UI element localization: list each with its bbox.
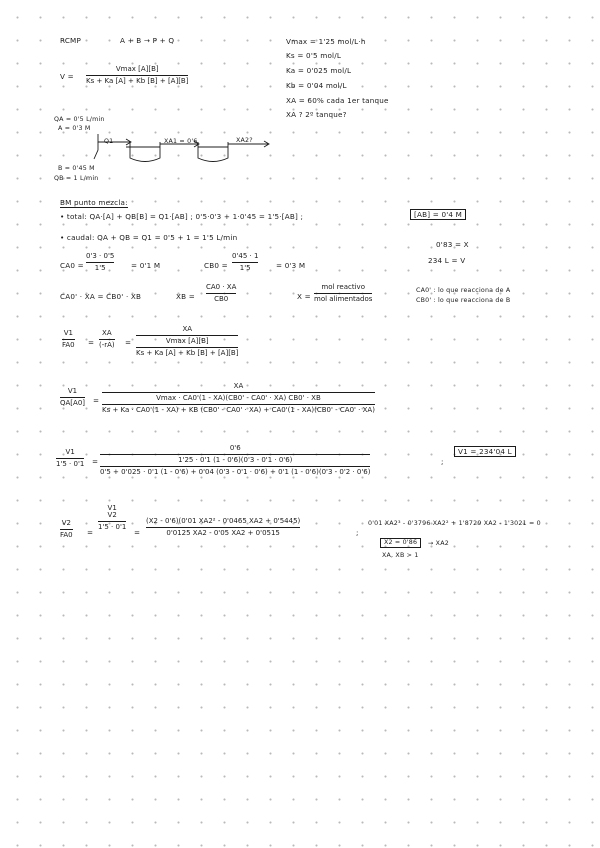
qa-label: QA = 0'5 L/min [54, 116, 105, 123]
equals-sign: = [92, 457, 99, 466]
eq4-middle-den: 1'5 · 0'1 [98, 523, 127, 531]
fraction-bar [102, 404, 375, 405]
fraction-bar [60, 397, 85, 398]
fraction-bar [100, 466, 370, 467]
fraction-bar [314, 293, 372, 294]
param-kb: Kb = 0'04 mol/L [286, 81, 347, 90]
eq1-middle [99, 330, 115, 349]
rate-denominator: Ks + Ka [A] + Kb [B] + [A][B] [86, 77, 189, 85]
eq1-lhs-den: FA0 [62, 341, 75, 349]
note-ca0: CA0' : lo que reacciona de A [416, 287, 511, 294]
eq1-rhs [136, 326, 238, 357]
ab-result-box: [AB] = 0'4 M [410, 209, 466, 220]
eq2-rhs-den-top: Vmax · CA0'(1 - XA)(CB0' - CA0' · XA) CB0' · XB [156, 394, 321, 402]
eq1-lhs [62, 330, 75, 349]
note-cb0: CB0' : lo que reacciona de B [416, 297, 511, 304]
fraction-bar [136, 335, 238, 336]
cb0-denominator: 1'5 [239, 264, 251, 272]
eq2-lhs-den: QA[A0] [60, 399, 86, 407]
fraction-bar [86, 262, 114, 263]
fraction-bar [98, 521, 126, 522]
eq4-lhs-num: V2 [61, 519, 71, 527]
x-lhs: X = [297, 292, 311, 301]
cb0-lhs: CB0 = [204, 261, 228, 270]
eq4-lhs [60, 520, 73, 539]
rate-lhs: V = [60, 72, 74, 81]
eq2-lhs [60, 388, 85, 407]
feed-a-line [98, 134, 130, 142]
eq1-rhs-num: XA [182, 325, 193, 333]
fraction-bar [206, 293, 236, 294]
ca0-numerator: 0'3 · 0'5 [86, 252, 115, 260]
cb0-result: = 0'3 M [276, 261, 306, 270]
eq1-middle-num: XA [102, 329, 112, 337]
param-vmax: Vmax = 1'25 mol/L·h [286, 37, 366, 46]
eq3-rhs-den-bottom: 0'5 + 0'025 · 0'1 (1 - 0'6) + 0'04 (0'3 - 0'1 · 0'6) + 0'1 (1 - 0'6)(0'3 - 0'2 · 0'6) [100, 468, 371, 476]
rate-numerator: Vmax [A][B] [115, 65, 159, 73]
eq4-rhs [146, 518, 300, 537]
root-result-box: X2 = 0'86 [380, 538, 421, 548]
eq4-middle-top: V1 [107, 504, 117, 512]
param-ks: Ks = 0'5 mol/L [286, 51, 342, 60]
balance-caudal: • caudal: QA + QB = Q1 = 0'5 + 1 = 1'5 L/min [60, 233, 238, 242]
xb-lhs: XB = [176, 292, 195, 301]
equals-sign: = [93, 396, 100, 405]
qb-label: QB = 1 L/min [54, 175, 99, 182]
eq3-lhs-num: V1 [65, 448, 75, 456]
root-arrow: → XA2 [428, 540, 449, 547]
fraction-bar [146, 527, 300, 528]
side-note-x: 0'83 = X [436, 240, 469, 249]
tank-1 [130, 142, 160, 162]
eq4-middle-num: V2 [107, 511, 117, 519]
param-xa-first: XA = 60% cada 1er tanque [286, 96, 389, 105]
semicolon: ; [356, 528, 359, 537]
xa1-label: XA1 = 0'6 [164, 138, 198, 145]
reaction-equation: A + B → P + Q [120, 36, 175, 45]
fraction-bar [62, 339, 75, 340]
eq1-middle-den: (-rA) [99, 341, 115, 349]
eq3-rhs-den-top: 1'25 · 0'1 (1 - 0'6)(0'3 - 0'1 · 0'6) [178, 456, 293, 464]
param-ka: Ka = 0'025 mol/L [286, 66, 352, 75]
fraction-bar [60, 529, 73, 530]
b0-label: B = 0'45 M [58, 165, 95, 172]
ca0-lhs: CA0 = [60, 261, 84, 270]
fraction-bar [99, 339, 115, 340]
equals-sign: = [134, 528, 141, 537]
v1-result-box: V1 = 234'04 L [454, 446, 516, 457]
fraction-bar [232, 262, 258, 263]
fraction-bar [56, 458, 84, 459]
eq3-lhs-den: 1'5 · 0'1 [56, 460, 85, 468]
xb-fraction [206, 284, 236, 303]
eq2-lhs-num: V1 [67, 387, 78, 395]
param-xa-second: XA ? 2º tanque? [286, 110, 347, 119]
ca0-denominator: 1'5 [94, 264, 106, 272]
eq3-rhs [100, 445, 370, 476]
root-condition: XA, XB > 1 [382, 552, 419, 559]
eq1-rhs-den-bottom: Ks + Ka [A] + Kb [B] + [A][B] [136, 349, 239, 357]
x-numerator: mol reactivo [321, 283, 365, 291]
fraction-bar [102, 392, 375, 393]
fraction-bar [136, 347, 238, 348]
semicolon: ; [441, 457, 444, 466]
cb0-numerator: 0'45 · 1 [232, 252, 259, 260]
eq4-middle [98, 505, 126, 531]
q1-label: Q1 [104, 138, 114, 145]
eq1-rhs-den-top: Vmax [A][B] [165, 337, 209, 345]
conversion-equality: CA0' · XA = CB0' · XB [60, 292, 142, 301]
a0-label: A = 0'3 M [58, 125, 91, 132]
x-denominator: mol alimentados [314, 295, 373, 303]
ca0-result: = 0'1 M [131, 261, 161, 270]
equals-sign: = [88, 338, 95, 347]
xb-numerator: CA0 · XA [206, 283, 237, 291]
cubic-equation: 0'01 XA2³ - 0'3796 XA2² + 1'8729 XA2 - 1'3021 = 0 [368, 520, 541, 527]
equals-sign: = [125, 338, 132, 347]
title: RCMP [60, 36, 81, 45]
tank-2 [198, 142, 228, 162]
eq4-rhs-den: 0'0125 XA2 - 0'05 XA2 + 0'0515 [166, 529, 280, 537]
eq2-rhs [102, 383, 375, 414]
section-title-text: BM punto mezcla: [60, 198, 128, 207]
fraction-bar [100, 454, 370, 455]
eq1-lhs-num: V1 [63, 329, 73, 337]
ca0-fraction [86, 253, 114, 272]
xa2-label: XA2? [236, 137, 253, 144]
balance-total: • total: QA·[A] + QB[B] = Q1·[AB] ; 0'5·0'3 + 1·0'45 = 1'5·[AB] ; [60, 212, 304, 221]
feed-b-line [94, 142, 98, 159]
eq4-lhs-den: FA0 [60, 531, 73, 539]
section-title [60, 199, 128, 206]
xb-denominator: CB0 [214, 295, 229, 303]
side-note-v: 234 L = V [428, 256, 466, 265]
eq2-rhs-den-bottom: Ks + Ka · CA0'(1 - XA) + KB (CB0' - CA0' · XA) + CA0'(1 - XA)(CB0' - CA0' · XA) [102, 406, 375, 414]
eq2-rhs-num: XA [233, 382, 244, 390]
eq3-lhs [56, 449, 84, 468]
equals-sign: = [87, 528, 94, 537]
eq4-rhs-num: (X2 - 0'6)(0'01 XA2² - 0'0465 XA2 + 0'5445) [146, 517, 301, 525]
eq3-rhs-num: 0'6 [229, 444, 241, 452]
cb0-fraction [232, 253, 258, 272]
x-fraction [314, 284, 372, 303]
